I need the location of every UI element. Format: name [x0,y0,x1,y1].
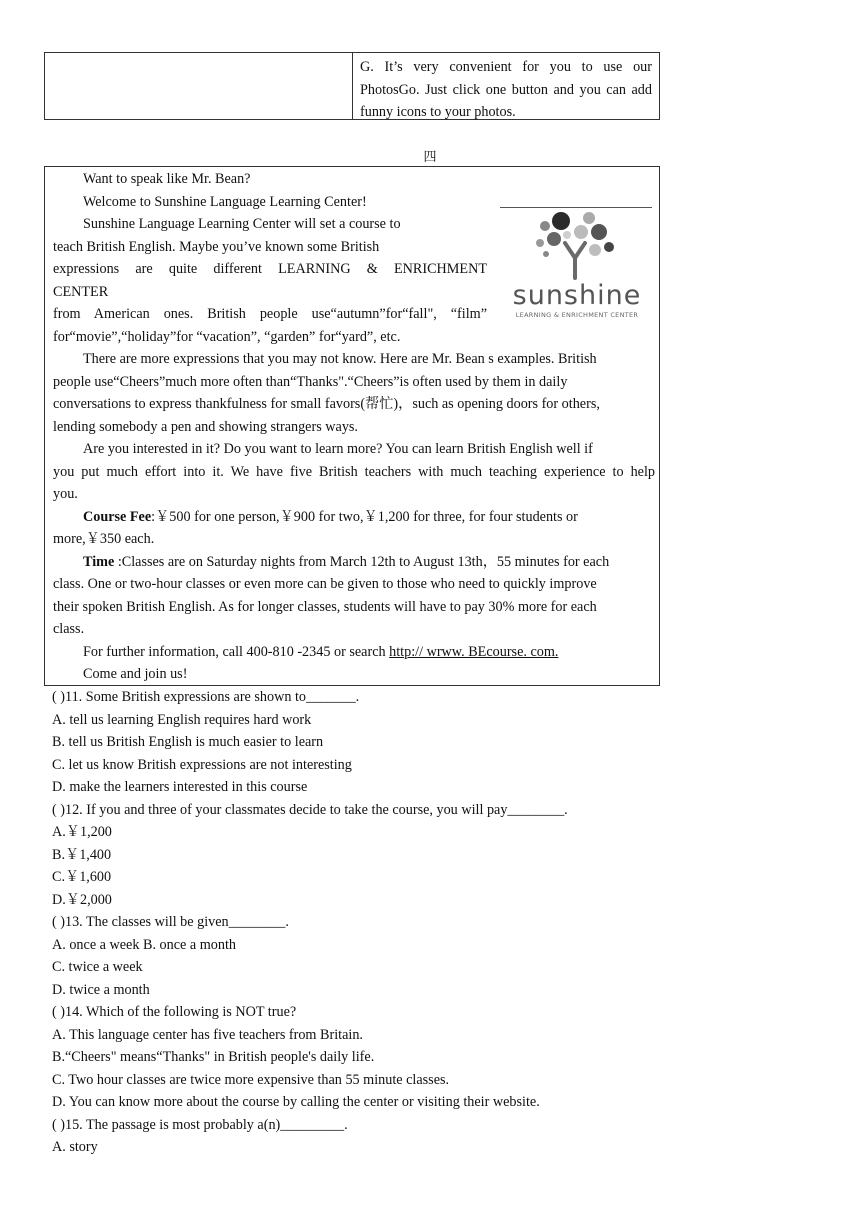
passage-line: more,￥350 each. [53,531,155,547]
passage-line: you put much effort into it. We have five British teachers with much teaching experience to help [53,464,655,480]
time-label: Time [83,554,115,570]
passage-line: There are more expressions that you may not know. Here are Mr. Bean s examples. British [83,351,597,367]
course-fee-line [83,506,578,529]
passage-line: from American ones. British people use“autumn”for“fall", “film” [53,306,487,322]
question-line: ( )15. The passage is most probably a(n)_________. [52,1117,348,1133]
passage-line: Are you interested in it? Do you want to learn more? You can learn British English well if [83,441,593,457]
question-line: D. twice a month [52,982,150,998]
question-line: A. story [52,1139,98,1155]
passage-line: class. One or two-hour classes or even more can be given to those who need to quickly improve [53,576,597,592]
logo-wordmark: sunshine [512,280,642,311]
question-line: B.“Cheers" means“Thanks" in British people's daily life. [52,1049,375,1065]
question-line: ( )14. Which of the following is NOT true? [52,1004,297,1020]
options-table-empty-cell [45,53,353,119]
passage-line: teach British English. Maybe you’ve known some British [53,239,380,255]
question-line: B.￥1,400 [52,847,112,863]
logo-tagline: LEARNING & ENRICHMENT CENTER [515,311,639,319]
passage-line: lending somebody a pen and showing strangers ways. [53,419,358,435]
passage-line: Sunshine Language Learning Center will set a course to [83,216,401,232]
logo-rule [500,207,652,208]
passage-line: Welcome to Sunshine Language Learning Center! [83,194,367,210]
question-line: ( )12. If you and three of your classmates decide to take the course, you will pay________. [52,802,568,818]
question-line: A. tell us learning English requires hard work [52,712,312,728]
question-line: C. let us know British expressions are not interesting [52,757,352,773]
question-line: ( )11. Some British expressions are shown to_______. [52,689,360,705]
passage-line: their spoken British English. As for longer classes, students will have to pay 30% more for each [53,599,597,615]
question-line: A. This language center has five teachers from Britain. [52,1027,363,1043]
question-line: D. make the learners interested in this course [52,779,308,795]
option-g: G. It’s very convenient for you to use our PhotosGo. Just click one button and you can add funny icons to your photos. [360,59,652,120]
question-line: A.￥1,200 [52,824,112,840]
passage-box [44,166,660,686]
passage-line: CENTER [53,284,109,300]
question-line: C.￥1,600 [52,869,112,885]
passage-line: expressions are quite different LEARNING & ENRICHMENT [53,261,487,277]
time-text: :Classes are on Saturday nights from March 12th to August 13th，55 minutes for each [114,554,610,570]
question-line: B. tell us British English is much easier to learn [52,734,324,750]
section-number: 四 [423,150,437,165]
info-text: For further information, call 400-810 -2345 or search [83,644,390,660]
question-line: D.￥2,000 [52,892,112,908]
options-table [44,52,660,120]
info-line [83,641,558,664]
course-fee-label: Course Fee [83,509,152,525]
question-line: C. twice a week [52,959,143,975]
sunshine-logo [497,210,657,320]
passage-line: Want to speak like Mr. Bean? [83,171,251,187]
time-line [83,551,609,574]
question-line: D. You can know more about the course by calling the center or visiting their website. [52,1094,540,1110]
website-link[interactable]: http:// wrww. BEcourse. com. [389,644,559,660]
tree-icon [497,210,657,280]
question-line: A. once a week B. once a month [52,937,236,953]
question-line: C. Two hour classes are twice more expensive than 55 minute classes. [52,1072,450,1088]
passage-line: people use“Cheers”much more often than“Thanks".“Cheers”is often used by them in daily [53,374,568,390]
course-fee-text: :￥500 for one person,￥900 for two,￥1,200 for three, for four students or [151,509,578,525]
closing-line: Come and join us! [83,666,188,682]
passage-line: class. [53,621,85,637]
question-line: ( )13. The classes will be given________. [52,914,289,930]
passage-line: for“movie”,“holiday”for “vacation”, “garden” for“yard”, etc. [53,329,401,345]
passage-line: conversations to express thankfulness for small favors(帮忙)，such as opening doors for others, [53,396,600,412]
passage-line: you. [53,486,78,502]
